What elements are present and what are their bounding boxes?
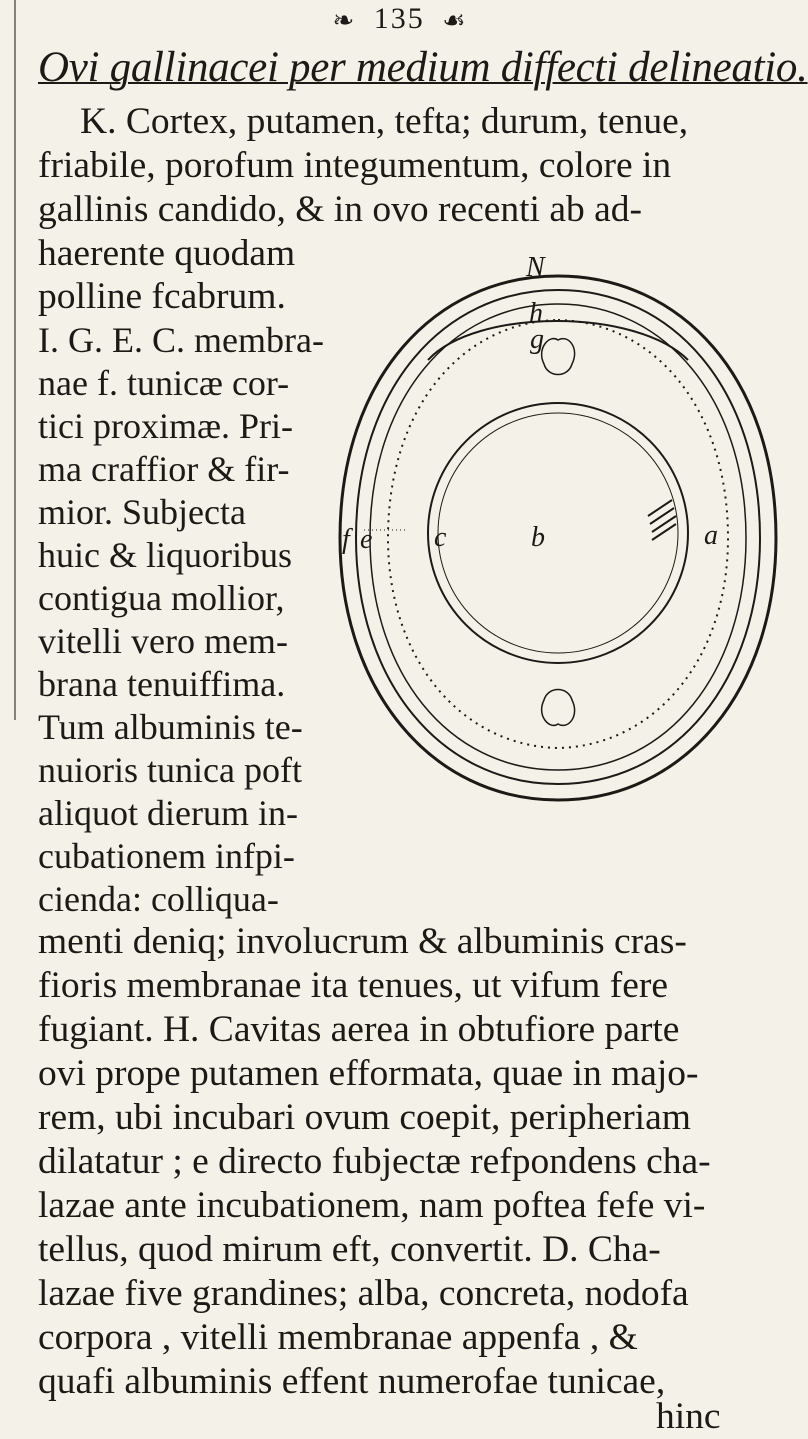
text-line: ma craffior & fir- xyxy=(38,449,290,489)
yolk-inner xyxy=(438,413,678,653)
figure-label-g: g xyxy=(530,324,544,355)
shell-inner xyxy=(356,290,760,784)
text-line: mior. Subjecta xyxy=(38,492,246,532)
hatch-right xyxy=(648,500,676,540)
text-line: quafi albuminis effent numerofae tunicae, xyxy=(38,1361,666,1402)
text-line: gallinis candido, & in ovo recenti ab ad- xyxy=(38,189,642,230)
text-line: hinc xyxy=(656,1396,721,1437)
text-line: Tum albuminis te- xyxy=(38,707,303,747)
egg-cross-section-figure xyxy=(336,252,780,808)
text-line: vitelli vero mem- xyxy=(38,621,288,661)
text-line: ovi prope putamen efformata, quae in majo- xyxy=(38,1053,699,1094)
text-line: polline fcabrum. xyxy=(38,276,286,317)
left-ornament-icon: ❧ xyxy=(332,6,357,36)
yolk xyxy=(428,403,688,663)
page-title: Ovi gallinacei per medium diffecti delineatio. xyxy=(38,44,808,91)
text-line: friabile, porofum integumentum, colore in xyxy=(38,145,672,186)
text-line: haerente quodam xyxy=(38,233,296,274)
text-line: huic & liquoribus xyxy=(38,535,292,575)
text-line: corpora , vitelli membranae appenfa , & xyxy=(38,1317,638,1358)
right-ornament-icon: ☙ xyxy=(442,6,468,36)
text-line: lazae five grandines; alba, concreta, nodofa xyxy=(38,1273,689,1314)
figure-label-f: f xyxy=(342,524,350,555)
figure-label-e: e xyxy=(360,524,373,555)
text-line: I. G. E. C. membra- xyxy=(38,320,324,360)
text-line: nuioris tunica poft xyxy=(38,750,302,790)
text-line: lazae ante incubationem, nam poftea fefe vi- xyxy=(38,1185,706,1226)
text-line: K. Cortex, putamen, tefta; durum, tenue, xyxy=(80,101,689,142)
chalaza-top xyxy=(542,339,575,375)
page-edge-rule xyxy=(14,0,16,720)
text-line: cubationem infpi- xyxy=(38,836,295,876)
text-line: brana tenuiffima. xyxy=(38,664,286,704)
text-line: fioris membranae ita tenues, ut vifum fere xyxy=(38,965,668,1006)
text-line: cienda: colliqua- xyxy=(38,879,279,919)
text-line: dilatatur ; e directo fubjectæ refpondens cha- xyxy=(38,1141,711,1182)
figure-label-N: N xyxy=(526,252,545,283)
text-line: contigua mollior, xyxy=(38,578,285,618)
text-line: tici proximæ. Pri- xyxy=(38,406,293,446)
figure-label-b: b xyxy=(531,522,545,553)
text-line: aliquot dierum in- xyxy=(38,793,298,833)
figure-label-c: c xyxy=(434,522,447,553)
text-line: fugiant. H. Cavitas aerea in obtufiore parte xyxy=(38,1009,680,1050)
page-number: 135 xyxy=(373,2,425,35)
text-line: tellus, quod mirum eft, convertit. D. Cha- xyxy=(38,1229,661,1270)
chalaza-bottom xyxy=(542,690,575,726)
text-line: rem, ubi incubari ovum coepit, peripheriam xyxy=(38,1097,691,1138)
figure-label-a: a xyxy=(704,520,718,551)
page-header xyxy=(0,2,800,36)
figure-label-h: h xyxy=(529,298,543,329)
text-line: menti deniq; involucrum & albuminis cras- xyxy=(38,921,687,962)
text-line: nae f. tunicæ cor- xyxy=(38,363,290,403)
